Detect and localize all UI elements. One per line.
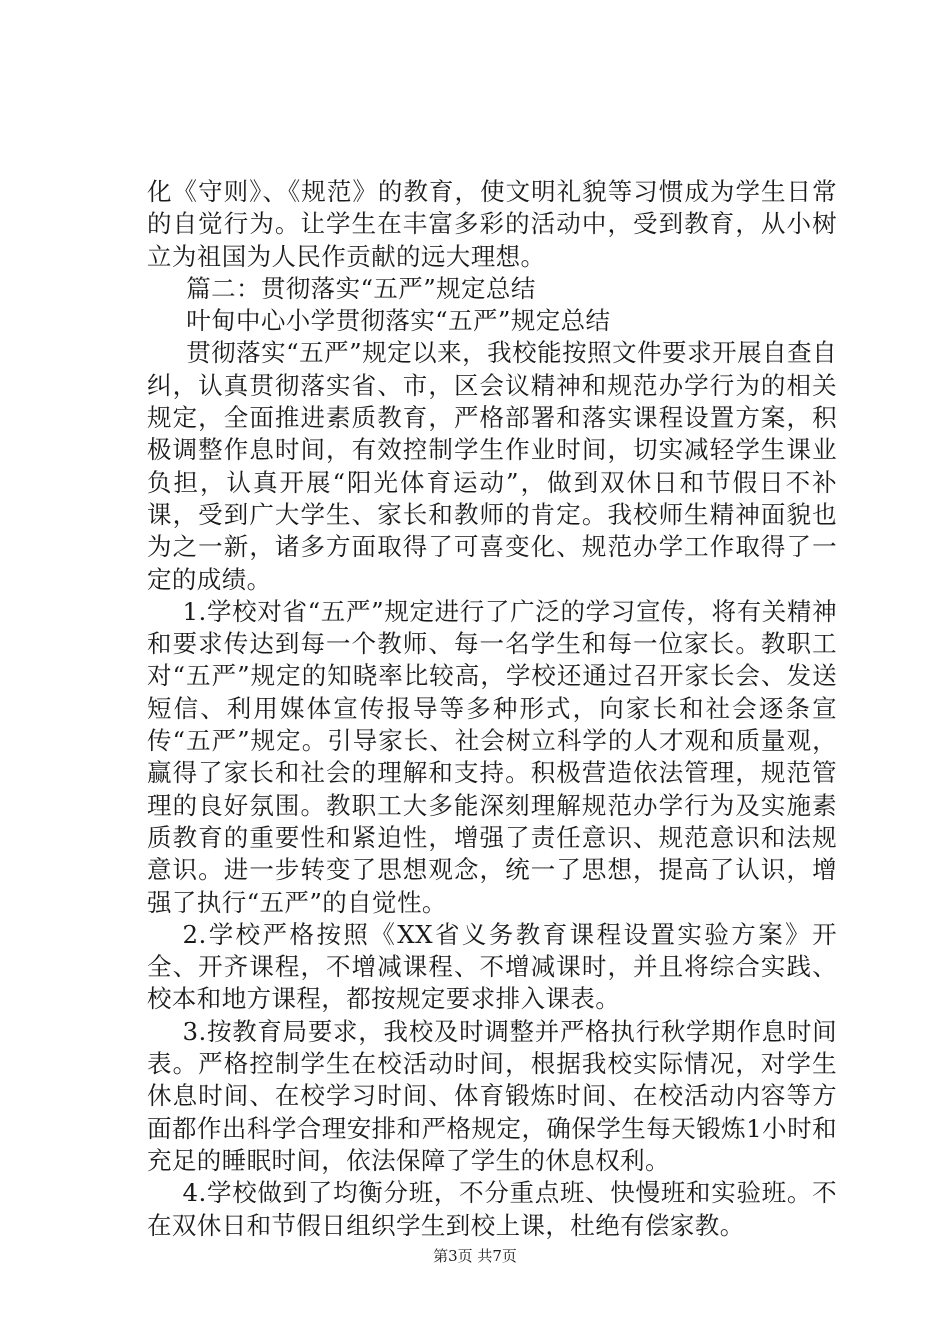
list-item-3: 3.按教育局要求，我校及时调整并严格执行秋学期作息时间表。严格控制学生在校活动时间，根据我校实际情况，对学生休息时间、在校学习时间、体育锻炼时间、在校活动内容等方面都作出科学合理安排和严格规定，确保学生每天锻炼1小时和充足的睡眠时间，依法保障了学生的休息权利。	[147, 1016, 837, 1175]
page-number-label: 第3页 共7页	[433, 1247, 517, 1265]
list-item-1: 1.学校对省“五严”规定进行了广泛的学习宣传，将有关精神和要求传达到每一个教师、每一名学生和每一位家长。教职工对“五严”规定的知晓率比较高，学校还通过召开家长会、发送短信、利用媒体宣传报导等多种形式，向家长和社会逐条宣传“五严”规定。引导家长、社会树立科学的人才观和质量观，赢得了家长和社会的理解和支持。积极营造依法管理，规范管理的良好氛围。教职工大多能深刻理解规范办学行为及实施素质教育的重要性和紧迫性，增强了责任意识、规范意识和法规意识。进一步转变了思想观念，统一了思想，提高了认识，增强了执行“五严”的自觉性。	[147, 596, 837, 917]
list-item-2: 2.学校严格按照《XX省义务教育课程设置实验方案》开全、开齐课程，不增减课程、不增减课时，并且将综合实践、校本和地方课程，都按规定要求排入课表。	[147, 919, 837, 1014]
paragraph-continuation: 化《守则》、《规范》的教育，使文明礼貌等习惯成为学生日常的自觉行为。让学生在丰富多彩的活动中，受到教育，从小树立为祖国为人民作贡献的远大理想。	[147, 177, 837, 271]
list-item-4: 4.学校做到了均衡分班，不分重点班、快慢班和实验班。不在双休日和节假日组织学生到校上课，杜绝有偿家教。	[147, 1178, 837, 1240]
document-title: 叶甸中心小学贯彻落实“五严”规定总结	[186, 306, 611, 336]
page-footer	[0, 1246, 950, 1266]
section-heading: 篇二：贯彻落实“五严”规定总结	[186, 273, 536, 303]
document-body	[147, 176, 837, 1242]
intro-paragraph: 贯彻落实“五严”规定以来，我校能按照文件要求开展自查自纠，认真贯彻落实省、市，区会议精神和规范办学行为的相关规定，全面推进素质教育，严格部署和落实课程设置方案，积极调整作息时间，有效控制学生作业时间，切实减轻学生课业负担，认真开展“阳光体育运动”，做到双休日和节假日不补课，受到广大学生、家长和教师的肯定。我校师生精神面貌也为之一新，诸多方面取得了可喜变化、规范办学工作取得了一定的成绩。	[147, 338, 837, 594]
